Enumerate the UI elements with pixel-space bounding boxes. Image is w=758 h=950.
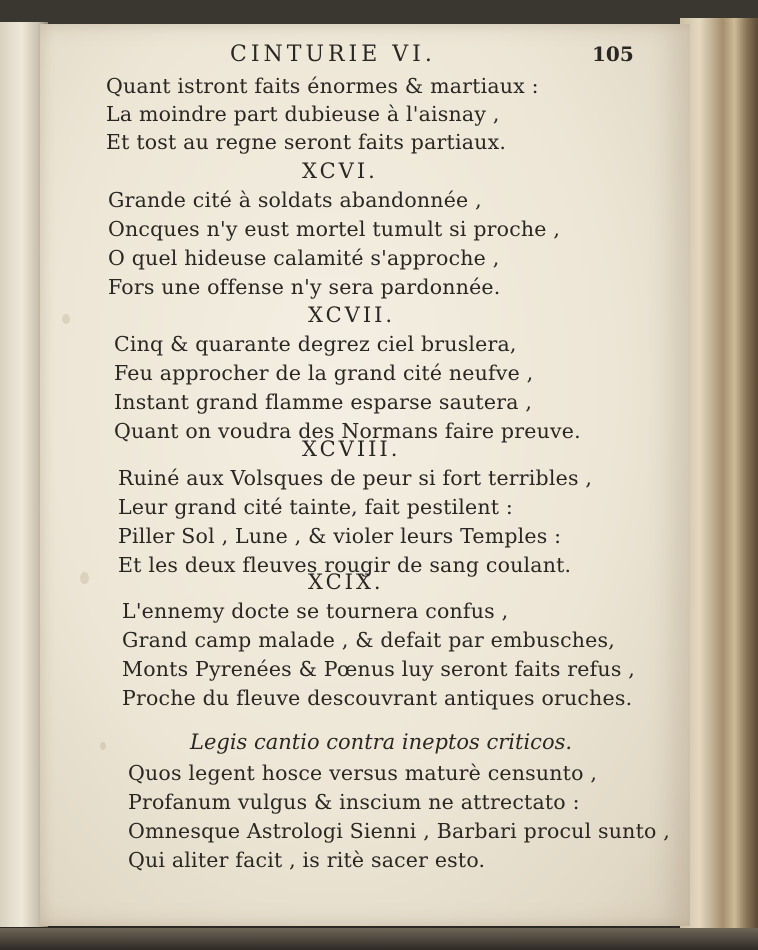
stanza-number: XCVIII. xyxy=(302,437,401,461)
running-head xyxy=(40,42,690,72)
verse-line: Quos legent hosce versus maturè censunto , xyxy=(128,761,598,785)
paper-stain xyxy=(100,742,106,750)
paper-stain xyxy=(62,314,70,324)
verse-line: Monts Pyrenées & Pœnus luy seront faits refus , xyxy=(122,657,635,681)
verse-line: Omnesque Astrologi Sienni , Barbari procul sunto , xyxy=(128,819,670,843)
verse-line: Ruiné aux Volsques de peur si fort terribles , xyxy=(118,466,593,490)
verse-line: L'ennemy docte se tournera confus , xyxy=(122,599,509,623)
running-head-title: CINTURIE VI. xyxy=(230,42,436,67)
verse-line: Oncques n'y eust mortel tumult si proche , xyxy=(108,217,561,241)
verse-line: Leur grand cité tainte, fait pestilent : xyxy=(118,495,514,519)
epilogue-heading: Legis cantio contra ineptos criticos. xyxy=(190,730,573,754)
book-page xyxy=(40,24,690,926)
verse-line: Instant grand flamme esparse sautera , xyxy=(114,390,533,414)
verse-line: Grand camp malade , & defait par embusches, xyxy=(122,628,615,652)
verse-line: Qui aliter facit , is ritè sacer esto. xyxy=(128,848,486,872)
verse-line: O quel hideuse calamité s'approche , xyxy=(108,246,500,270)
verse-line: Piller Sol , Lune , & violer leurs Temples : xyxy=(118,524,562,548)
verse-line: Grande cité à soldats abandonnée , xyxy=(108,188,482,212)
verse-line: La moindre part dubieuse à l'aisnay , xyxy=(106,102,500,126)
verse-line: Quant on voudra des Normans faire preuve. xyxy=(114,419,581,443)
verse-line: Proche du fleuve descouvrant antiques oruches. xyxy=(122,686,633,710)
verse-line: Cinq & quarante degrez ciel bruslera, xyxy=(114,332,517,356)
book-fore-edge xyxy=(680,18,758,933)
scan-bottom-border xyxy=(0,928,758,950)
stanza-number: XCIX. xyxy=(308,570,384,594)
verse-line: Feu approcher de la grand cité neufve , xyxy=(114,361,534,385)
page-number: 105 xyxy=(592,42,634,66)
verse-line: Et les deux fleuves rougir de sang coulant. xyxy=(118,553,572,577)
stanza-number: XCVII. xyxy=(308,303,396,327)
verse-line: Quant istront faits énormes & martiaux : xyxy=(106,74,539,98)
verse-line: Profanum vulgus & inscium ne attrectato : xyxy=(128,790,580,814)
paper-stain xyxy=(80,572,89,584)
stanza-number: XCVI. xyxy=(302,159,378,183)
verse-line: Et tost au regne seront faits partiaux. xyxy=(106,130,507,154)
verse-line: Fors une offense n'y sera pardonnée. xyxy=(108,275,501,299)
